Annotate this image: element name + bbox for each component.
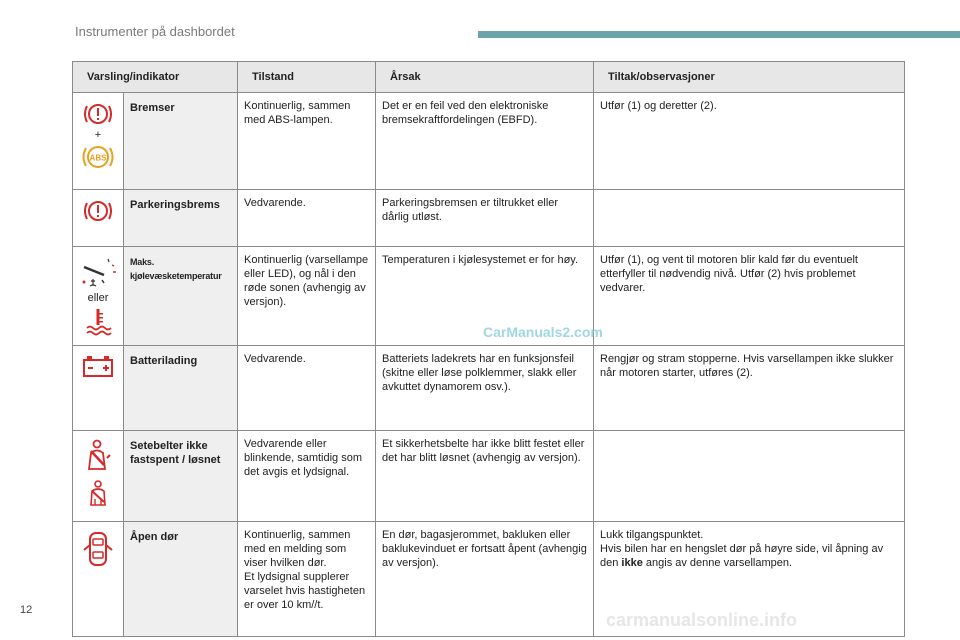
state-cell: Vedvarende eller blinkende, samtidig som det avgis et lydsignal. <box>238 431 376 522</box>
page-section-title: Instrumenter på dashbordet <box>75 24 235 39</box>
cause-cell: Et sikkerhetsbelte har ikke blitt festet eller det har blitt løsnet (avhengig av versjon). <box>376 431 594 522</box>
watermark-carmanualsonline: carmanualsonline.info <box>606 610 798 630</box>
action-cell <box>594 431 905 522</box>
indicator-name: Bremser <box>124 93 238 190</box>
col-header-cause: Årsak <box>376 62 594 93</box>
warning-lights-table <box>72 61 905 637</box>
cause-cell: Parkeringsbremsen er tiltrukket eller dårlig utløst. <box>376 190 594 247</box>
action-line: Lukk tilgangspunktet. <box>600 529 704 541</box>
table-row-battery <box>73 346 905 431</box>
header-accent-bar <box>478 31 960 38</box>
coolant-gauge-icon <box>78 255 118 289</box>
indicator-name: Setebelter ikke fastspent / løsnet <box>124 431 238 522</box>
indicator-name: Parkeringsbrems <box>124 190 238 247</box>
parking-brake-icon <box>82 198 114 224</box>
indicator-name: Maks. kjølevæsketemperatur <box>124 247 238 346</box>
watermark-carmanuals: CarManuals2.com <box>483 324 603 340</box>
battery-icon <box>80 354 116 378</box>
svg-text:ABS: ABS <box>89 153 107 163</box>
icon-cell <box>73 190 124 247</box>
state-cell: Kontinuerlig (varsellampe eller LED), og nål i den røde sonen (avhengig av versjon). <box>238 247 376 346</box>
cause-cell: En dør, bagasjerommet, bakluken eller baklukevinduet er fortsatt åpent (avhengig av versjon). <box>376 522 594 637</box>
icon-cell <box>73 93 124 190</box>
cause-cell: Temperaturen i kjølesystemet er for høy. <box>376 247 594 346</box>
icon-cell <box>73 346 124 431</box>
state-line: Et lydsignal supplerer varselet hvis hastigheten er over 10 km//t. <box>244 571 366 611</box>
action-line: Hvis bilen har en hengslet dør på høyre side, vil åpning av den <box>600 543 884 569</box>
action-cell <box>594 190 905 247</box>
table-row-brakes <box>73 93 905 190</box>
seatbelt-rear-icon <box>85 479 111 507</box>
abs-warning-icon <box>80 143 116 171</box>
indicator-name: Batterilading <box>124 346 238 431</box>
state-cell <box>238 522 376 637</box>
icon-separator: + <box>94 129 102 141</box>
cause-cell: Batteriets ladekrets har en funksjonsfeil (skitne eller løse polklemmer, slakk eller avkuttet dynamorem osv.). <box>376 346 594 431</box>
icon-cell <box>73 431 124 522</box>
table-row-parking-brake <box>73 190 905 247</box>
icon-separator: eller <box>87 292 109 304</box>
col-header-indicator: Varsling/indikator <box>73 62 238 93</box>
col-header-action: Tiltak/observasjoner <box>594 62 905 93</box>
table-header-row <box>73 62 905 93</box>
state-cell: Vedvarende. <box>238 346 376 431</box>
state-cell: Vedvarende. <box>238 190 376 247</box>
action-line: angis av denne varsellampen. <box>645 557 793 569</box>
cause-cell: Det er en feil ved den elektroniske bremsekraftfordelingen (EBFD). <box>376 93 594 190</box>
action-cell: Rengjør og stram stopperne. Hvis varsellampen ikke slukker når motoren starter, utføres (2). <box>594 346 905 431</box>
table-row-seatbelts <box>73 431 905 522</box>
state-cell: Kontinuerlig, sammen med ABS-lampen. <box>238 93 376 190</box>
action-cell: Utfør (1), og vent til motoren blir kald før du eventuelt etterfyller til nødvendig nivå. Utfør (2) hvis problemet vedvarer. <box>594 247 905 346</box>
indicator-name: Åpen dør <box>124 522 238 637</box>
icon-cell <box>73 247 124 346</box>
coolant-temperature-icon <box>84 307 112 337</box>
page-number: 12 <box>20 604 33 616</box>
action-cell: Utfør (1) og deretter (2). <box>594 93 905 190</box>
seatbelt-front-icon <box>83 439 113 471</box>
action-emphasis: ikke <box>621 557 643 569</box>
brake-warning-icon <box>82 101 114 127</box>
col-header-state: Tilstand <box>238 62 376 93</box>
door-open-icon <box>82 530 114 568</box>
icon-cell <box>73 522 124 637</box>
state-line: Kontinuerlig, sammen med en melding som viser hvilken dør. <box>244 529 351 569</box>
